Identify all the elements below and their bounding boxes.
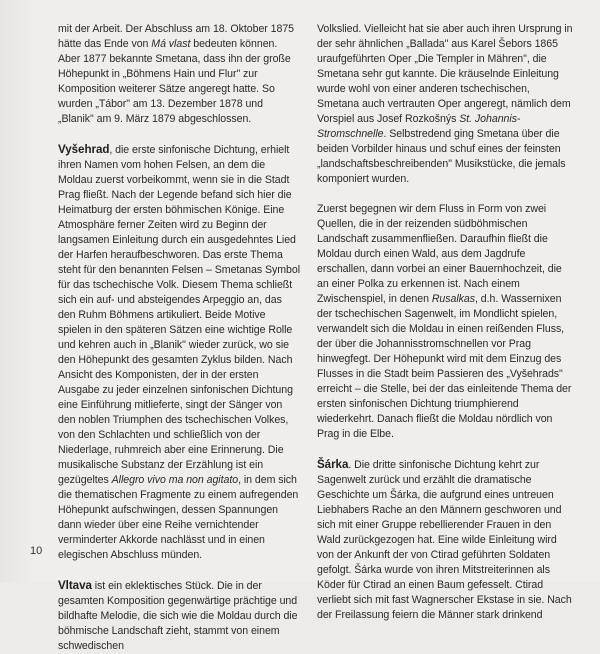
right-column [317,22,574,623]
vltava-heading: Vltava [58,579,92,592]
river-paragraph: Zuerst begegnen wir dem Fluss in Form von zwei Quellen, die in der reizenden südböhmischen Landschaft zusammenfließen. Daraufhin fließt die Moldau durch einen Wald, aus dem Jagdrufe erschallen, dann vorbei an einer Bauernhochzeit, die an einer Polka zu erkennen ist. Nach einem Zwischenspiel, in denen Rusalkas, d.h. Wassernixen der tschechischen Sagenwelt, im Mondlicht spielen, verwandelt sich die Moldau in einen reißenden Fluss, der über die Johannisstromschnellen vor Prag hinwegfegt. Der Höhepunkt wird mit dem Einzug des Flusses in die Stadt beim Passieren des „Vyšehrads" erreicht – die Stelle, bei der das einleitende Thema der ersten sinfonischen Dichtung triumphierend wiederkehrt. Danach fließt die Moldau nördlich von Prag in die Elbe. [317,203,572,440]
sarka-paragraph: Šárka. Die dritte sinfonische Dichtung kehrt zur Sagenwelt zurück und erzählt die dramatische Geschichte um Šárka, die aufgrund eines untreuen Liebhabers Rache an den Männern geschworen und sich mit einer Gruppe rebellierender Frauen in den Wald zurückgezogen hat. Eine wilde Einleitung wird von der Ankunft der von Ctirad geführten Soldaten gefolgt. Šárka wurde von ihren Mitstreiterinnen als Köder für Ctirad an einen Baum gefesselt. Ctirad verliebt sich mit fast Wagnerscher Ekstase in sie. Nach der Freilassung feiern die Männer stark drinkend [317,458,572,621]
left-column [58,22,301,654]
folksong-paragraph: Volkslied. Vielleicht hat sie aber auch ihren Ursprung in der sehr ähnlichen „Ballada" aus Karel Šebors 1865 uraufgeführten Oper „Die Templer in Mähren", die Smetana sehr gut kannte. Die kräuselnde Einleitung wurde wohl von einer anderen tschechischen, Smetana auch vertrauten Oper angeregt, nämlich dem Vorspiel aus Josef Rozkošnýs St. Johannis-Stromschnelle. Selbstredend ging Smetana über die beiden Vorbilder hinaus und schuf eines der feinsten „landschaftsbeschreibenden" Musikstücke, die jemals komponiert wurden. [317,23,573,185]
vltava-paragraph: Vltava ist ein eklektisches Stück. Die in der gesamten Komposition gegenwärtige prächtige und bildhafte Melodie, die sich wie die Moldau durch die böhmische Landschaft zieht, stammt von einem schwedischen [58,579,298,652]
sarka-heading: Šárka [317,458,349,471]
page-number: 10 [30,545,43,557]
vysehrad-heading: Vyšehrad [58,143,110,156]
intro-paragraph: mit der Arbeit. Der Abschluss am 18. Oktober 1875 hätte das Ende von Má vlast bedeuten können. Aber 1877 bekannte Smetana, dass ihn der große Höhepunkt in „Böhmens Hain und Flur" zur Komposition weiterer Sätze angeregt hatte. So wurden „Tábor" am 13. Dezember 1878 und „Blanik" am 9. März 1879 abgeschlossen. [58,23,295,125]
vysehrad-paragraph: Vyšehrad, die erste sinfonische Dichtung, erhielt ihren Namen vom hohen Felsen, an dem die Moldau zuerst vorbeikommt, wenn sie in die Stadt Prag fließt. Nach der Legende befand sich hier die Heimatburg der ersten böhmischen Könige. Eine Atmosphäre ferner Zeiten wird zu Beginn der langsamen Einleitung durch ein ausgedehntes Lied der Harfen heraufbeschworen. Das erste Thema steht für den benannten Felsen – Smetanas Symbol für das tschechische Volk. Diesem Thema schließt sich ein auf- und absteigendes Arpeggio an, das den Ruhm Böhmens artikuliert. Beide Motive spielen in den späteren Sätzen eine wichtige Rolle und kehren auch in „Blanik" wieder zurück, wo sie den Höhepunkt des gesamten Zyklus bilden. Nach Ansicht des Komponisten, der in der ersten Ausgabe zu jeder einzelnen sinfonischen Dichtung eine Einführung mitlieferte, singt der Sänger von den noblen Triumphen des tschechischen Volkes, von den Schlachten und schließlich von der Niederlage, ruhmreich aber eine Erinnerung. Die musikalische Substanz der Erzählung ist ein gezügeltes Allegro vivo ma non agitato, in dem sich die thematischen Fragmente zu einem aufregenden Höhepunkt aufschwingen, dessen Spannungen dann wieder über eine Reihe vernichtender verminderter Akkorde nachlässt und in einen elegischen Abschluss münden. [58,143,300,561]
